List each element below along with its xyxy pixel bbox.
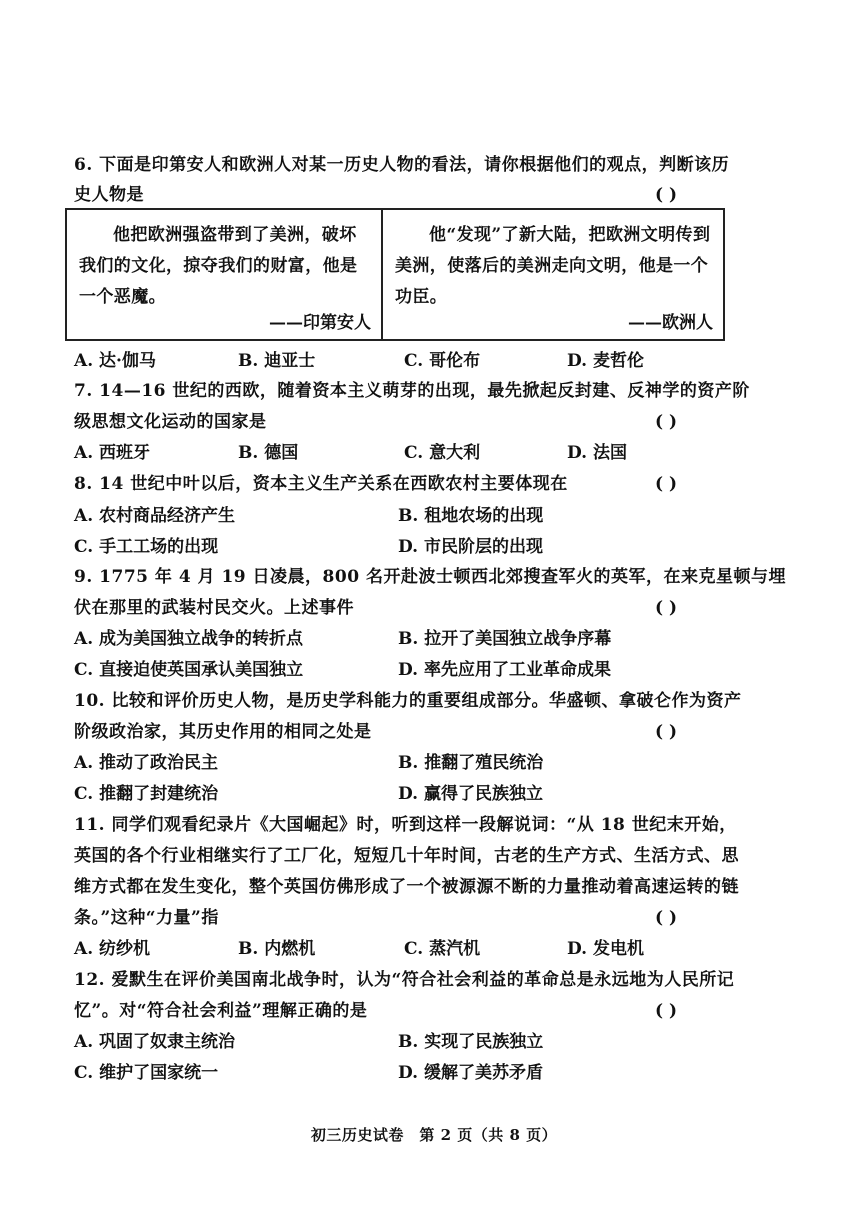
q9-option-d: D. 率先应用了工业革命成果 [398,660,611,680]
q7-stem-line1: 7. 14—16 世纪的西欧，随着资本主义萌芽的出现，最先掀起反封建、反神学的资产阶 [74,381,750,401]
q8-option-d: D. 市民阶层的出现 [398,537,543,557]
q12-option-a: A. 巩固了奴隶主统治 [74,1032,236,1052]
q6-answer-paren: ( ) [655,185,678,205]
q11-option-a: A. 纺纱机 [74,939,151,959]
q6-stem-line2: 史人物是 [74,185,144,205]
q6-quote-table [65,208,725,341]
q9-stem-line2: 伏在那里的武装村民交火。上述事件 [74,598,354,618]
q11-option-d: D. 发电机 [567,939,644,959]
q11-option-b: B. 内燃机 [238,939,316,959]
q9-option-a: A. 成为美国独立战争的转折点 [74,629,304,649]
q6-stem-line1: 6. 下面是印第安人和欧洲人对某一历史人物的看法，请你根据他们的观点，判断该历 [74,155,730,175]
indian-view-cell [67,210,383,339]
q9-answer-paren: ( ) [655,598,678,618]
q11-stem-line4: 条。”这种“力量”指 [74,908,219,928]
q9-option-c: C. 直接迫使英国承认美国独立 [74,660,304,680]
european-view-cell [383,210,723,339]
q8-option-b: B. 租地农场的出现 [398,506,544,526]
q12-stem-line2: 忆”。对“符合社会利益”理解正确的是 [74,1001,368,1021]
q12-option-b: B. 实现了民族独立 [398,1032,544,1052]
q10-stem-line2: 阶级政治家，其历史作用的相同之处是 [74,722,372,742]
q7-option-d: D. 法国 [567,443,627,463]
page-footer: 初三历史试卷 第 2 页（共 8 页） [310,1126,558,1144]
q12-option-d: D. 缓解了美苏矛盾 [398,1063,543,1083]
q11-answer-paren: ( ) [655,908,678,928]
q7-option-c: C. 意大利 [404,443,481,463]
q7-stem-line2: 级思想文化运动的国家是 [74,412,267,432]
q10-option-d: D. 赢得了民族独立 [398,784,543,804]
q11-stem-line1: 11. 同学们观看纪录片《大国崛起》时，听到这样一段解说词：“从 18 世纪末开始， [74,815,737,835]
q9-stem-line1: 9. 1775 年 4 月 19 日凌晨，800 名开赴波士顿西北郊搜查军火的英军，在来克星顿与埋 [74,567,786,587]
q8-answer-paren: ( ) [655,474,678,494]
q11-stem-line3: 维方式都在发生变化，整个英国仿佛形成了一个被源源不断的力量推动着高速运转的链 [74,877,739,897]
q6-option-a: A. 达·伽马 [74,351,156,371]
q6-option-b: B. 迪亚士 [238,351,316,371]
q9-option-b: B. 拉开了美国独立战争序幕 [398,629,612,649]
q7-option-a: A. 西班牙 [74,443,151,463]
indian-quote: 他把欧洲强盗带到了美洲，破坏我们的文化，掠夺我们的财富，他是一个恶魔。 [79,225,358,307]
indian-source: ——印第安人 [269,313,371,333]
q10-answer-paren: ( ) [655,722,678,742]
q8-stem-line1: 8. 14 世纪中叶以后，资本主义生产关系在西欧农村主要体现在 [74,474,568,494]
q10-option-a: A. 推动了政治民主 [74,753,219,773]
q7-answer-paren: ( ) [655,412,678,432]
q12-answer-paren: ( ) [655,1001,678,1021]
q10-option-c: C. 推翻了封建统治 [74,784,219,804]
european-quote: 他“发现”了新大陆，把欧洲文明传到美洲，使落后的美洲走向文明，他是一个功臣。 [395,225,711,307]
q10-option-b: B. 推翻了殖民统治 [398,753,544,773]
q10-stem-line1: 10. 比较和评价历史人物，是历史学科能力的重要组成部分。华盛顿、拿破仑作为资产 [74,691,742,711]
q11-stem-line2: 英国的各个行业相继实行了工厂化，短短几十年时间，古老的生产方式、生活方式、思 [74,846,739,866]
q6-option-c: C. 哥伦布 [404,351,481,371]
q11-option-c: C. 蒸汽机 [404,939,481,959]
q8-option-c: C. 手工工场的出现 [74,537,219,557]
q7-option-b: B. 德国 [238,443,299,463]
q6-option-d: D. 麦哲伦 [567,351,644,371]
european-source: ——欧洲人 [628,313,713,333]
q12-option-c: C. 维护了国家统一 [74,1063,219,1083]
q8-option-a: A. 农村商品经济产生 [74,506,236,526]
q12-stem-line1: 12. 爱默生在评价美国南北战争时，认为“符合社会利益的革命总是永远地为人民所记 [74,970,735,990]
